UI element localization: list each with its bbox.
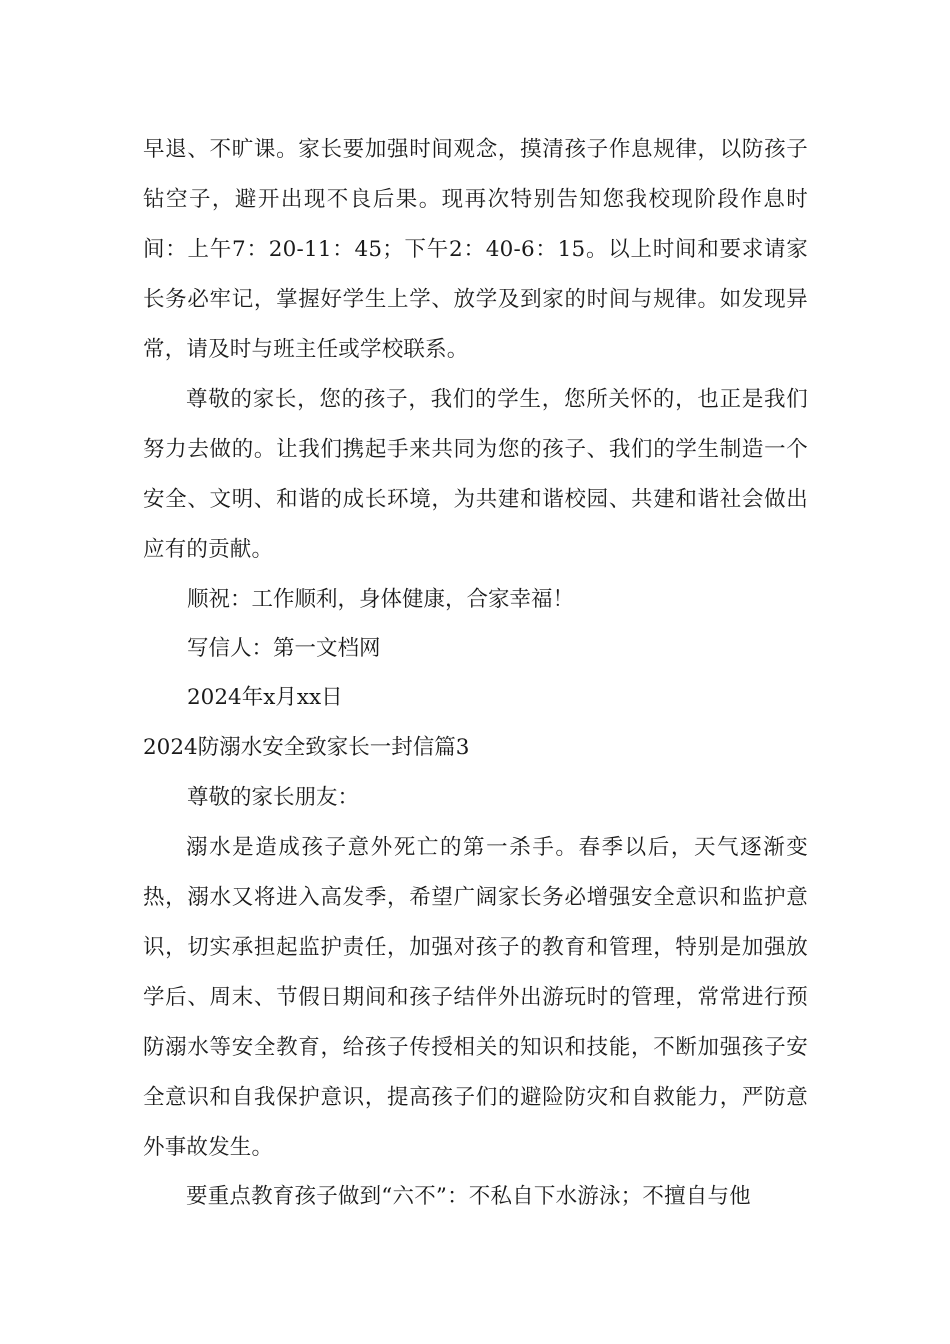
paragraph-six-nots	[143, 1172, 808, 1222]
paragraph-drowning-warning	[143, 823, 808, 1173]
letter-date: 2024年x月xx日	[187, 685, 343, 710]
paragraph-text: 要重点教育孩子做到“六不”：不私自下水游泳；不擅自与他	[186, 1184, 751, 1209]
section-title: 2024防溺水安全致家长一封信篇3	[143, 735, 470, 760]
paragraph-appeal	[143, 375, 808, 575]
paragraph-text: 溺水是造成孩子意外死亡的第一杀手。春季以后，天气逐渐变热，溺水又将进入高发季，希望广阔家长务必增强安全意识和监护意识，切实承担起监护责任，加强对孩子的教育和管理，特别是加强放学后、周末、节假日期间和孩子结伴外出游玩时的管理，常常进行预防溺水等安全教育，给孩子传授相关的知识和技能，不断加强孩子安全意识和自我保护意识，提高孩子们的避险防灾和自救能力，严防意外事故发生。	[143, 835, 808, 1160]
greeting: 尊敬的家长朋友：	[187, 785, 360, 810]
signature: 写信人：第一文档网	[187, 636, 381, 661]
paragraph-text: 早退、不旷课。家长要加强时间观念，摸清孩子作息规律，以防孩子钻空子，避开出现不良后果。现再次特别告知您我校现阶段作息时间：上午7：20-11：45；下午2：40-6：15。以上时间和要求请家长务必牢记，掌握好学生上学、放学及到家的时间与规律。如发现异常，请及时与班主任或学校联系。	[143, 137, 808, 362]
paragraph-text: 尊敬的家长，您的孩子，我们的学生，您所关怀的，也正是我们努力去做的。让我们携起手来共同为您的孩子、我们的学生制造一个安全、文明、和谐的成长环境，为共建和谐校园、共建和谐社会做出应有的贡献。	[143, 387, 808, 562]
closing-wish: 顺祝：工作顺利，身体健康，合家幸福！	[187, 587, 575, 612]
paragraph-schedule	[143, 125, 808, 375]
